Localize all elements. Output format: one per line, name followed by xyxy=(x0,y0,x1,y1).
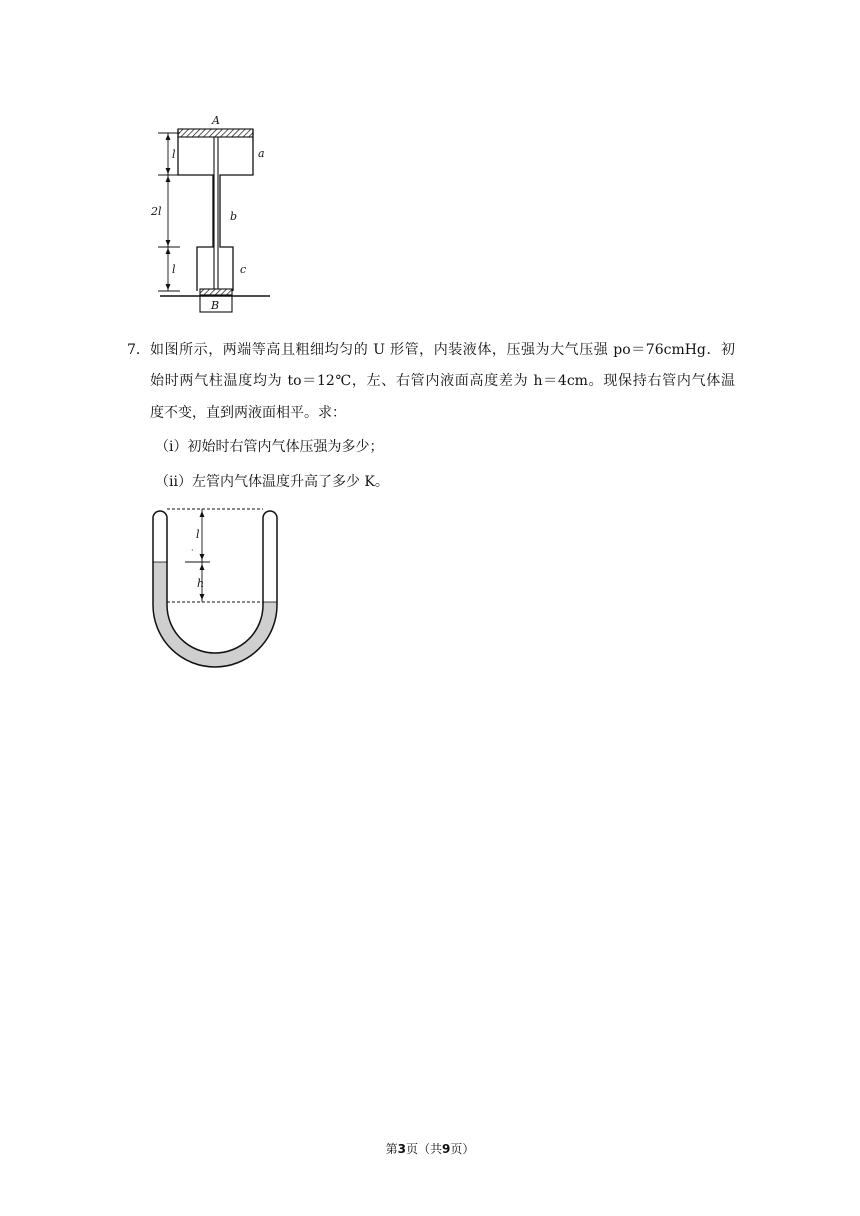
figure-u-tube xyxy=(145,500,285,678)
label-h: h xyxy=(197,577,205,590)
label-a-upper: A xyxy=(212,114,220,127)
footer-prefix: 第 xyxy=(385,1142,398,1156)
u-tube-liquid xyxy=(153,562,277,667)
piston-b xyxy=(200,289,232,295)
label-section-c: c xyxy=(240,263,247,276)
label-dim-3: l xyxy=(172,263,176,276)
question-number: 7． xyxy=(127,342,150,358)
footer-middle: 页（共 xyxy=(405,1142,442,1156)
footer-suffix: 页） xyxy=(450,1142,475,1156)
question-part-1: （i）初始时右管内气体压强为多少； xyxy=(155,439,384,455)
footer-page-number: 3 xyxy=(397,1142,406,1156)
label-section-a: a xyxy=(258,147,265,160)
figure-piston-cylinder xyxy=(150,105,280,320)
label-section-b: b xyxy=(230,210,238,223)
label-b-lower: B xyxy=(211,299,220,312)
label-l-sub: · xyxy=(191,546,194,555)
label-dim-2: 2l xyxy=(151,205,162,218)
footer-total-pages: 9 xyxy=(442,1142,451,1156)
label-dim-1: l xyxy=(172,148,176,161)
page-footer xyxy=(0,1140,860,1157)
label-l: l xyxy=(196,528,200,541)
question-line-3: 度不变，直到两液面相平。求： xyxy=(150,405,346,421)
u-tube-inner-wall xyxy=(167,518,263,653)
piston-a xyxy=(178,129,253,137)
question-part-2: （ii）左管内气体温度升高了多少 K。 xyxy=(155,474,389,490)
question-line-2: 始时两气柱温度均为 to＝12℃，左、右管内液面高度差为 h＝4cm。现保持右管内气体温 xyxy=(150,373,735,389)
question-line-1: 如图所示，两端等高且粗细均匀的 U 形管，内装液体，压强为大气压强 po＝76cmHg．初 xyxy=(150,342,735,358)
